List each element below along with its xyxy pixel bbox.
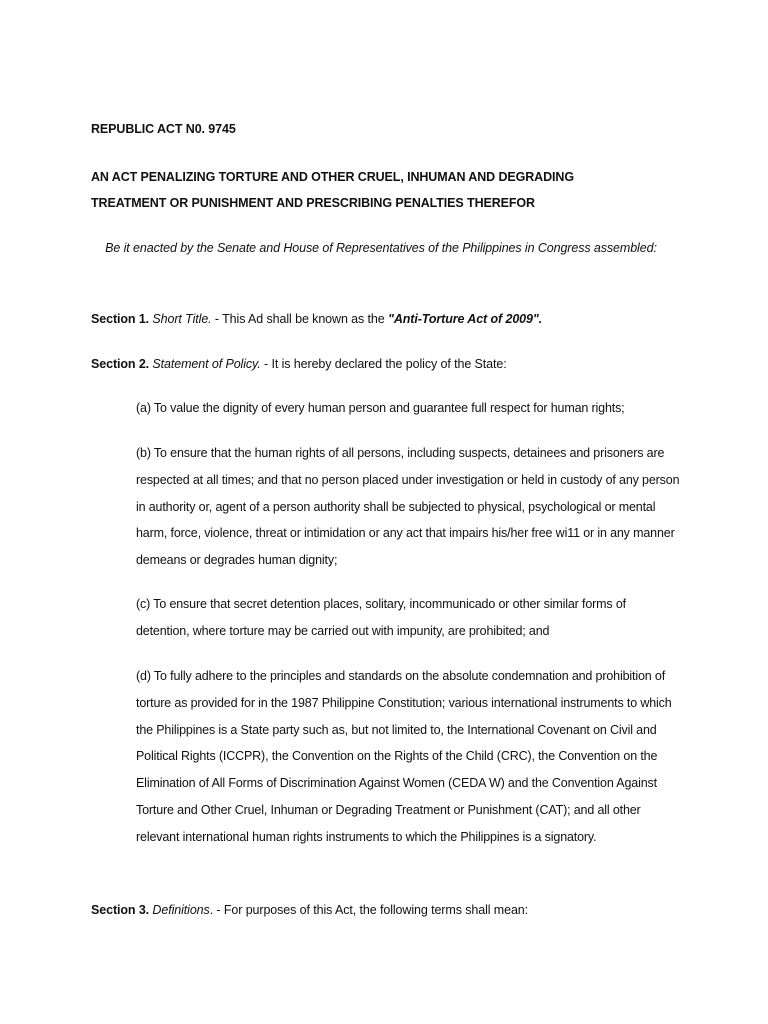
- section-2-paragraph-b: (b) To ensure that the human rights of all persons, including suspects, detainees and prisoners are respected at all times; and that no person placed under investigation or held in custody of any person in authority or, agent of a person authority shall be subjected to physical, psychological or mental harm, force, violence, threat or intimidation or any act that impairs his/her free wi11 or in any manner demeans or degrades human dignity;: [136, 446, 680, 568]
- section-1-text: - This Ad shall be known as the: [211, 312, 388, 326]
- enacting-clause: Be it enacted by the Senate and House of Representatives of the Philippines in Congress assembled:: [105, 241, 657, 255]
- section-3-label: Section 3.: [91, 903, 150, 917]
- section-2-paragraph-c: (c) To ensure that secret detention places, solitary, incommunicado or other similar forms of detention, where torture may be carried out with impunity, are prohibited; and: [136, 597, 626, 638]
- section-2: [91, 354, 691, 374]
- section-1-heading: Short Title.: [152, 312, 212, 326]
- act-title: AN ACT PENALIZING TORTURE AND OTHER CRUEL, INHUMAN AND DEGRADING TREATMENT OR PUNISHMENT AND PRESCRIBING PENALTIES THEREFOR: [91, 170, 574, 210]
- section-2-heading: Statement of Policy.: [152, 357, 261, 371]
- section-1-short-name: "Anti-Torture Act of 2009".: [388, 312, 543, 326]
- act-number: REPUBLIC ACT N0. 9745: [91, 122, 236, 136]
- section-2-paragraph-a: (a) To value the dignity of every human person and guarantee full respect for human rights;: [136, 401, 625, 415]
- section-2-label: Section 2.: [91, 357, 150, 371]
- section-2-paragraph-d: (d) To fully adhere to the principles and standards on the absolute condemnation and prohibition of torture as provided for in the 1987 Philippine Constitution; various international instruments to which the Philippines is a State party such as, but not limited to, the International Covenant on Civil and Political Rights (ICCPR), the Convention on the Rights of the Child (CRC), the Convention on the Elimination of All Forms of Discrimination Against Women (CEDA W) and the Convention Against Torture and Other Cruel, Inhuman or Degrading Treatment or Punishment (CAT); and all other relevant international human rights instruments to which the Philippines is a signatory.: [136, 669, 672, 844]
- section-2-text: - It is hereby declared the policy of the State:: [260, 357, 507, 371]
- section-3-text: . - For purposes of this Act, the following terms shall mean:: [209, 903, 529, 917]
- section-3: [91, 900, 691, 920]
- section-1: [91, 309, 691, 329]
- section-3-heading: Definitions: [152, 903, 210, 917]
- section-1-label: Section 1.: [91, 312, 150, 326]
